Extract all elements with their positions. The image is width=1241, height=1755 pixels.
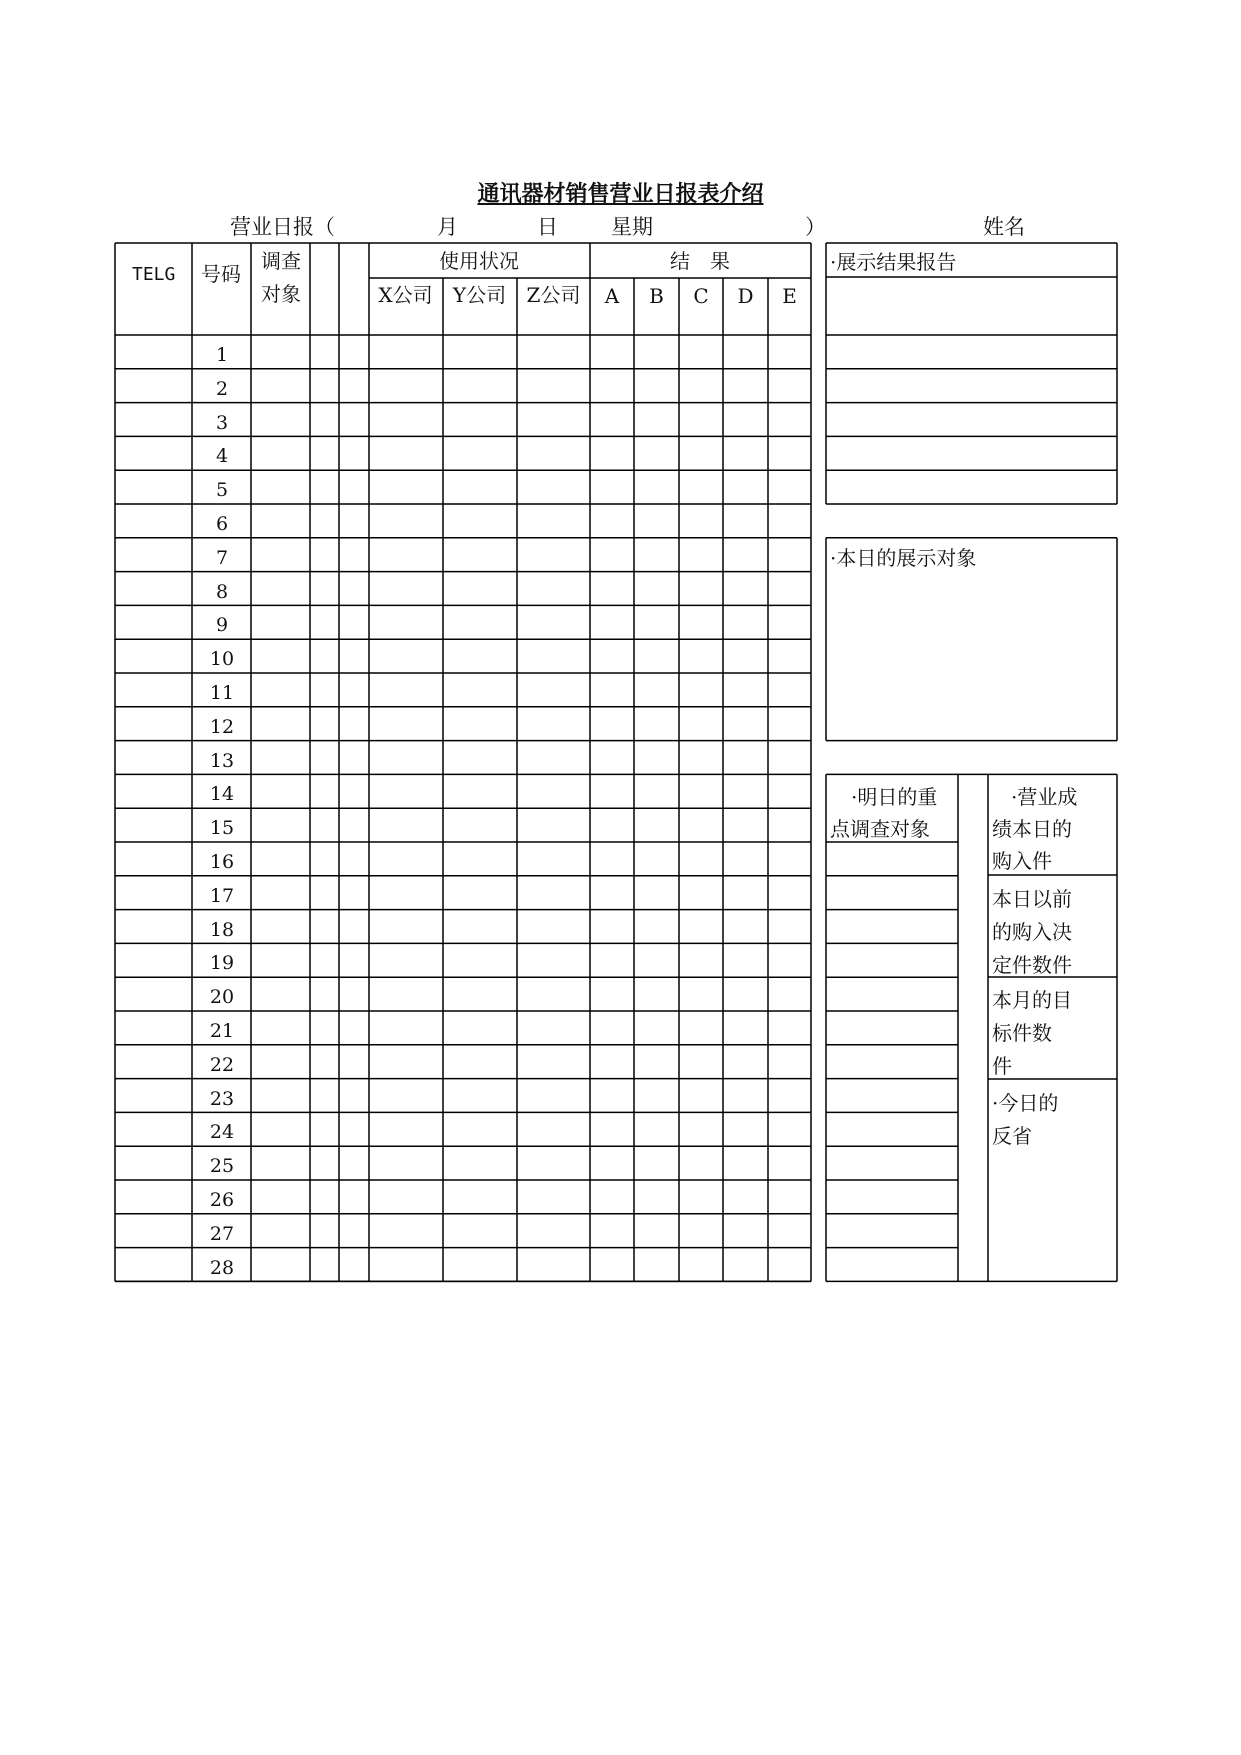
row-number: 16 [209, 851, 235, 873]
row-number: 18 [209, 918, 235, 941]
row-number: 4 [215, 445, 229, 468]
row-number: 11 [209, 682, 235, 704]
document-title: 通讯器材销售营业日报表介绍 [477, 182, 764, 207]
row-number: 22 [209, 1053, 235, 1076]
grade-a-header: A [604, 284, 620, 308]
row-number: 6 [215, 513, 229, 535]
day-label: 日 [537, 215, 558, 239]
grade-b-header: B [649, 284, 664, 308]
col-survey-header-line2: 对象 [261, 282, 301, 306]
row-number: 20 [209, 986, 235, 1009]
row-number: 1 [215, 344, 229, 366]
before-today-label-line3: 定件数件 [992, 953, 1072, 977]
row-number: 12 [209, 715, 235, 738]
grade-e-header: E [782, 284, 797, 308]
grade-c-header: C [693, 284, 709, 308]
row-number: 23 [209, 1087, 235, 1110]
sales-today-label-line2: 绩本日的 [992, 817, 1072, 841]
sales-today-label-line3: 购入件 [992, 849, 1052, 873]
tomorrow-target-label-line1: ·明日的重 [851, 785, 938, 809]
row-number: 9 [215, 614, 229, 637]
month-target-label-line1: 本月的目 [992, 988, 1072, 1012]
row-number: 26 [209, 1189, 235, 1211]
close-paren: ） [805, 215, 826, 239]
company-y-header: Y公司 [452, 283, 507, 307]
month-target-label-line2: 标件数 [992, 1021, 1052, 1045]
row-number: 8 [215, 580, 229, 603]
today-display-target-label: ·本日的展示对象 [830, 546, 977, 570]
sales-today-label-line1: ·营业成 [1011, 785, 1078, 809]
month-label: 月 [437, 215, 458, 239]
row-number: 5 [215, 479, 229, 502]
row-number: 15 [209, 817, 235, 840]
before-today-label-line2: 的购入决 [992, 920, 1072, 944]
row-number: 10 [209, 648, 235, 671]
col-survey-header-line1: 调查 [261, 249, 301, 273]
row-number: 21 [209, 1020, 235, 1042]
row-number: 19 [209, 952, 235, 975]
row-number: 13 [209, 749, 235, 772]
reflection-label-line1: ·今日的 [992, 1091, 1059, 1115]
row-number: 25 [209, 1155, 235, 1178]
row-number: 14 [209, 783, 235, 806]
row-number: 24 [209, 1121, 235, 1144]
weekday-label: 星期 [611, 215, 653, 239]
name-label: 姓名 [983, 215, 1025, 239]
col-telg-header: TELG [132, 264, 176, 285]
grade-d-header: D [737, 284, 754, 308]
row-number: 27 [209, 1222, 235, 1245]
reflection-label-line2: 反省 [992, 1124, 1032, 1148]
company-x-header: X公司 [378, 283, 433, 307]
month-target-label-line3: 件 [992, 1054, 1012, 1078]
report-label: 营业日报（ [230, 215, 335, 239]
result-header: 结 果 [670, 249, 730, 273]
company-z-header: Z公司 [526, 283, 581, 307]
row-number: 28 [209, 1256, 235, 1279]
row-number: 3 [215, 411, 229, 434]
row-number: 7 [215, 546, 229, 569]
col-number-header: 号码 [201, 262, 241, 286]
row-number: 17 [209, 884, 235, 907]
display-result-report-label: ·展示结果报告 [830, 250, 957, 274]
tomorrow-target-label-line2: 点调查对象 [830, 817, 930, 841]
row-number: 2 [215, 377, 229, 400]
usage-status-header: 使用状况 [439, 249, 519, 273]
before-today-label-line1: 本日以前 [992, 887, 1072, 911]
